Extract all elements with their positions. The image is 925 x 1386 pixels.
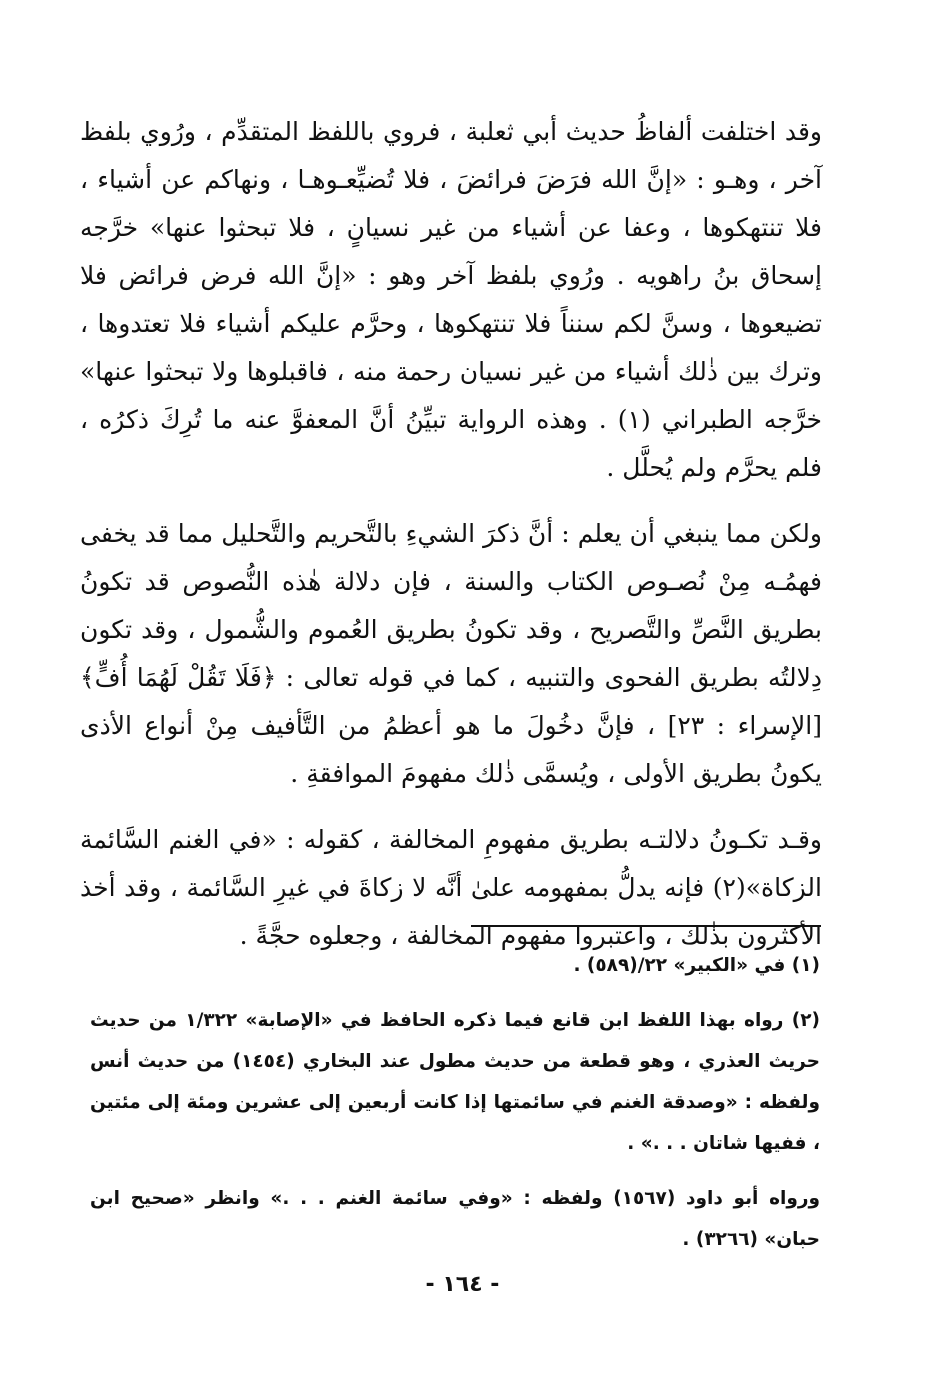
paragraph-spacer (80, 492, 822, 510)
paragraph: ولكن مما ينبغي أن يعلم : أنَّ ذكرَ الشيءِ بالتَّحريم والتَّحليل مما قد يخفى فهمُـه مِنْ نُصـوص الكتاب والسنة ، فإن دلالة هٰذه النُّصوص قد تكونُ بطريق النَّصِّ والتَّصريح ، وقد تكونُ بطريق العُموم والشُّمول ، وقد تكون دِلالتُه بطريق الفحوى والتنبيه ، كما في قوله تعالى : ﴿فَلَا تَقُلْ لَهُمَا أُفٍّ﴾ [الإسراء : ٢٣] ، فإنَّ دخُولَ ما هو أعظمُ من التَّأفيف مِنْ أنواع الأذى يكونُ بطريق الأولى ، ويُسمَّى ذٰلك مفهومَ الموافقةِ . (80, 519, 822, 788)
footnote: (١) في «الكبير» ٢٢/(٥٨٩) . (573, 955, 820, 976)
footnote: (٢) رواه بهذا اللفظ ابن قانع فيما ذكره الحافظ في «الإصابة» ١/٣٢٢ من حديث حريث العذري ، وهو قطعة من حديث مطول عند البخاري (١٤٥٤) من حديث أنس ولفظه : «وصدقة الغنم في سائمتها إذا كانت أربعين إلى عشرين ومئة إلى مئتين ، ففيها شاتان . . .» . (90, 1010, 820, 1154)
paragraph: وقـد تكـونُ دلالتـه بطريق مفهومِ المخالفة ، كقوله : «في الغنم السَّائمة الزكاة»(٢) فإنه يدلُّ بمفهومه علىٰ أنَّه لا زكاةَ في غيرِ السَّائمة ، وقد أخذ الأكثرون بذٰلك ، واعتبروا مفهوم المخالفة ، وجعلوه حجَّةً . (80, 825, 822, 950)
footnote-spacer (90, 1164, 820, 1178)
footnotes (90, 945, 820, 1260)
footnote-divider (471, 925, 821, 927)
footnote-spacer (90, 986, 820, 1000)
footnote: ورواه أبو داود (١٥٦٧) ولفظه : «وفي سائمة الغنم . . .» وانظر «صحيح ابن حبان» (٣٢٦٦) . (90, 1188, 821, 1250)
paragraph: وقد اختلفت ألفاظُ حديث أبي ثعلبة ، فروي باللفظ المتقدِّم ، ورُوي بلفظ آخر ، وهـو : «إنَّ الله فرَضَ فرائضَ ، فلا تُضيِّعـوهـا ، ونهاكم عن أشياء ، فلا تنتهكوها ، وعفا عن أشياء من غير نسيانٍ ، فلا تبحثوا عنها» خرَّجه إسحاق بنُ راهويه . ورُوي بلفظ آخر وهو : «إنَّ الله فرض فرائض فلا تضيعوها ، وسنَّ لكم سنناً فلا تنتهكوها ، وحرَّم عليكم أشياء فلا تعتدوها ، وترك بين ذٰلك أشياء من غير نسيان رحمة منه ، فاقبلوها ولا تبحثوا عنها» خرَّجه الطبراني (١) . وهذه الرواية تبيِّنُ أنَّ المعفوَّ عنه ما تُرِكَ ذكرُه ، فلم يحرَّم ولم يُحلَّل . (80, 117, 823, 482)
paragraph-spacer (80, 798, 822, 816)
main-text (80, 108, 822, 960)
page-number: - ١٦٤ - (425, 1272, 500, 1297)
